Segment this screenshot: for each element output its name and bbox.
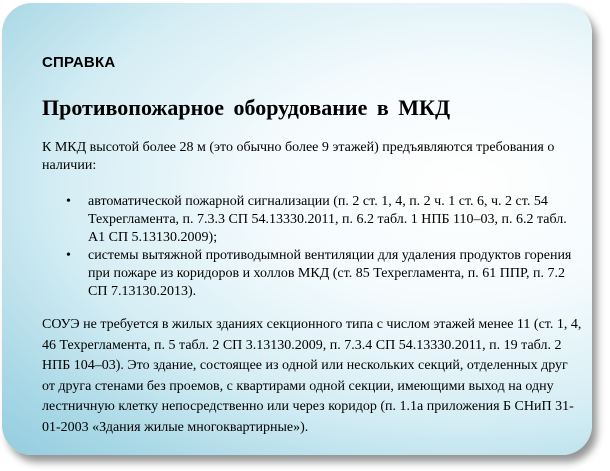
intro-paragraph: К МКД высотой более 28 м (это обычно более 9 этажей) предъявляются требования о наличии:: [42, 140, 555, 173]
bullet-icon: •: [66, 248, 71, 263]
requirements-list: [42, 193, 582, 301]
list-item: [42, 193, 582, 247]
document-label: СПРАВКА: [42, 54, 116, 71]
outro-paragraph: СОУЭ не требуется в жилых зданиях секционного типа с числом этажей менее 11 (ст. 1, 4, 46 Техрегламента, п. 5 табл. 2 СП 3.13130.2009, п. 7.3.4 СП 54.13330.2011, п. 19 табл. 2 НПБ 104–03). Это здание, состоящее из одной или нескольких секций, отделенных друг от друга стенами без проемов, с квартирами одной секции, имеющими выход на одну лестничную клетку непосредственно или через коридор (п. 1.1а приложения Б СНиП 31-01-2003 «Здания жилые многоквартирные»).: [42, 317, 582, 435]
info-card: [2, 3, 592, 455]
list-item: [42, 247, 582, 301]
requirement-text: автоматической пожарной сигнализации (п. 2 ст. 1, 4, п. 2 ч. 1 ст. 6, ч. 2 ст. 54 Техрегламента, п. 7.3.3 СП 54.13330.2011, п. 6.2 табл. 1 НПБ 110–03, п. 6.2 табл. А1 СП 5.13130.2009);: [88, 194, 567, 245]
requirement-text: системы вытяжной противодымной вентиляции для удаления продуктов горения при пожаре из коридоров и холлов МКД (ст. 85 Техрегламента, п. 61 ППР, п. 7.2 СП 7.13130.2013).: [88, 248, 572, 299]
document-title: Противопожарное оборудование в МКД: [42, 95, 451, 120]
bullet-icon: •: [66, 194, 71, 209]
